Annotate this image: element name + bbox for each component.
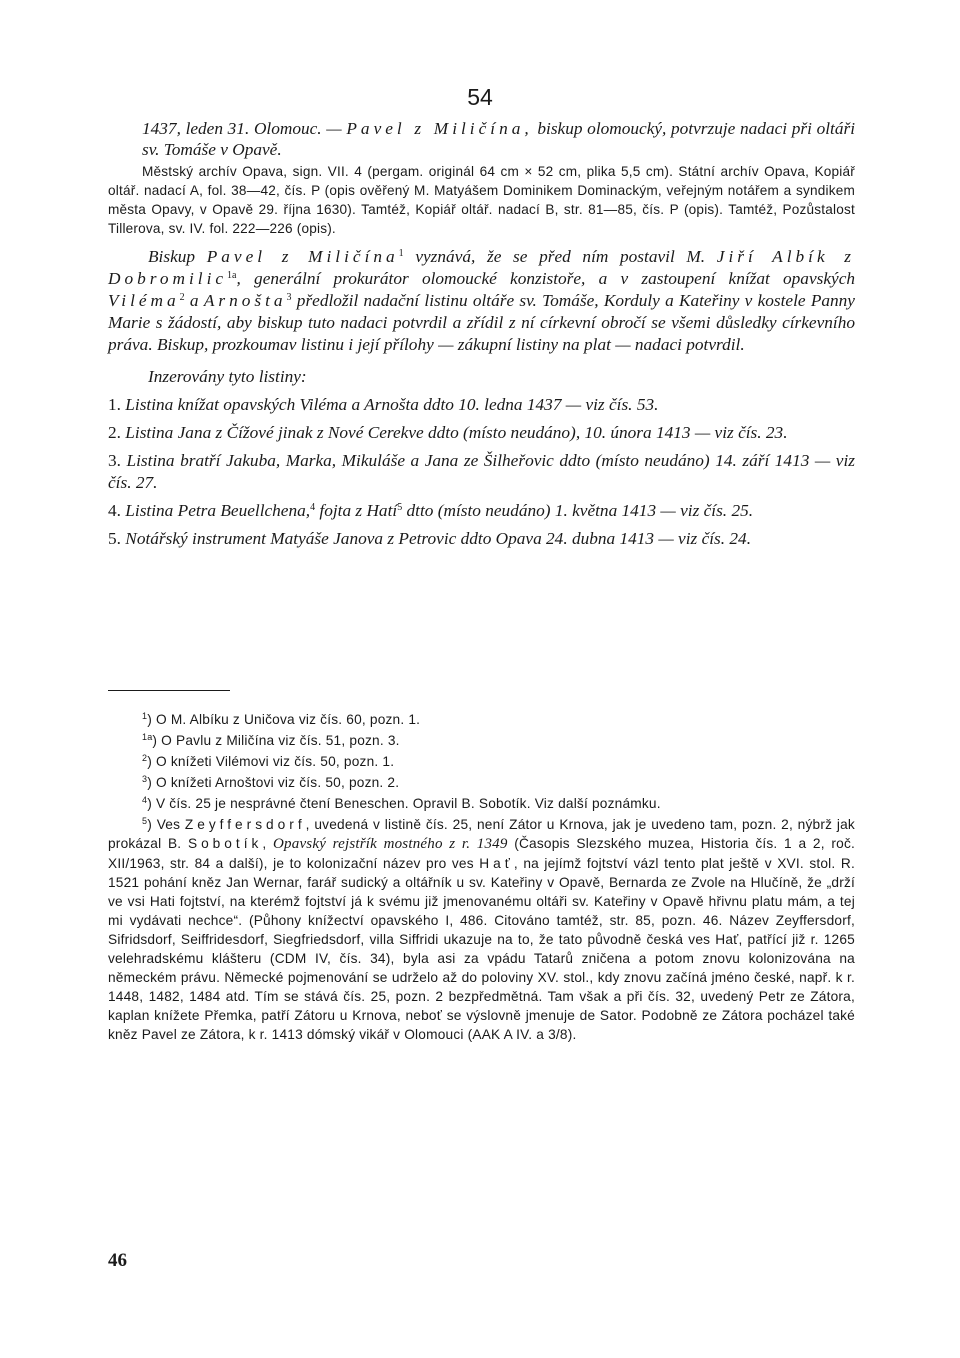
list-text: Listina Petra Beuellchena, xyxy=(125,501,311,520)
footnote-text: ) O knížeti Vilémovi viz čís. 50, pozn. 1. xyxy=(147,754,395,769)
list-item xyxy=(108,422,855,444)
footnote-text: ) O knížeti Arnoštovi viz čís. 50, pozn. 2. xyxy=(147,775,400,790)
footnote-spaced-name: Hať xyxy=(479,856,514,871)
footnote-text: ) O M. Albíku z Uničova viz čís. 60, pozn. 1. xyxy=(147,712,421,727)
summary-text: , generální prokurátor olomoucké konzistoře, a v zastoupení knížat opavských xyxy=(236,269,855,288)
footnote xyxy=(108,752,855,771)
footnote-5 xyxy=(108,815,855,1044)
document-list xyxy=(108,394,855,550)
list-text: Listina knížat opavských Viléma a Arnošta ddto 10. ledna 1437 — viz čís. 53. xyxy=(125,395,659,414)
footnote-spaced-name: Sobotík xyxy=(187,836,263,851)
footnote-mark: 4 xyxy=(142,795,148,805)
document-body xyxy=(108,118,855,556)
list-item xyxy=(108,394,855,416)
footnote xyxy=(108,710,855,729)
footnote xyxy=(108,773,855,792)
heading-name: Pavel z Miličína, xyxy=(346,119,533,138)
list-number: 5. xyxy=(108,529,121,548)
footnotes xyxy=(108,710,855,1044)
heading-rest: biskup olomoucký, potvrzuje nadaci při oltáři sv. Tomáše v Opavě. xyxy=(142,119,856,159)
summary-name-albik: Jiří Albík z Dobromilic xyxy=(108,247,856,288)
list-number: 4. xyxy=(108,501,121,520)
footnote-ref: 4 xyxy=(310,502,316,513)
footnote-text: ) Ves xyxy=(147,817,181,832)
summary-text: předložil nadační listinu oltáře sv. Tomáše, Korduly a Kateřiny v kostele Panny Marie s žádostí, aby biskup tuto nadaci potvrdil a zřídil z ní církevní obročí se všemi důsledky církevního práva. Biskup, prozkoumav listinu i její přílohy — zákupní listiny na plat — nadaci potvrdil. xyxy=(108,291,855,354)
regest-heading xyxy=(142,118,855,160)
footnote-title-italic: Opavský rejstřík mostného z r. 1349 xyxy=(273,836,508,852)
footnote xyxy=(108,794,855,813)
list-item xyxy=(108,500,855,522)
list-text: Listina Jana z Čížové jinak z Nové Cerekve ddto (místo neudáno), 10. února 1413 — viz čís. 23. xyxy=(125,423,788,442)
footnote-mark: 5 xyxy=(142,816,148,826)
folio-number: 46 xyxy=(108,1250,127,1271)
footnote-mark: 1a xyxy=(142,732,153,742)
summary-name-arnost: Arnošta xyxy=(203,291,287,310)
archive-note: Městský archív Opava, sign. VII. 4 (pergam. originál 64 cm × 52 cm, plika 5,5 cm). Státní archív Opava, Kopiář oltář. nadací A, fol. 38—42, čís. P (opis ověřený M. Matyášem Dominikem Dominackým, veřejným notářem a syndikem města Opavy, v Opavě 29. října 1630). Tamtéž, Kopiář oltář. nadací B, str. 81—85, čís. P (opis). Tamtéž, Pozůstalost Tillerova, sv. IV. fol. 222—226 (opis). xyxy=(108,164,855,236)
list-number: 2. xyxy=(108,423,121,442)
list-text: fojta z Hatí xyxy=(319,501,398,520)
footnote-mark: 2 xyxy=(142,753,148,763)
list-item xyxy=(108,450,855,494)
summary-text: a xyxy=(189,291,199,310)
footnote-ref: 3 xyxy=(286,292,292,303)
footnote-text: ) O Pavlu z Miličína viz čís. 51, pozn. 3. xyxy=(152,733,400,748)
list-text: dtto (místo neudáno) 1. května 1413 — viz čís. 25. xyxy=(406,501,754,520)
list-number: 3. xyxy=(108,451,121,470)
footnote-ref: 1 xyxy=(398,248,404,259)
summary-name-vilem: Viléma xyxy=(108,291,180,310)
list-text: Notářský instrument Matyáše Janova z Petrovic ddto Opava 24. dubna 1413 — viz čís. 24. xyxy=(125,529,752,548)
footnote-mark: 1 xyxy=(142,711,148,721)
footnote-divider xyxy=(108,690,230,691)
regest-summary xyxy=(108,246,855,356)
list-number: 1. xyxy=(108,395,121,414)
summary-text: Biskup xyxy=(148,247,196,266)
footnote-spaced-name: Zeyffersdorf xyxy=(184,817,306,832)
footnote xyxy=(108,731,855,750)
heading-date-place: 1437, leden 31. Olomouc. — xyxy=(142,119,342,138)
footnote-text: , uvedená v listině čís. 25, není Zátor u Krnova, jak je uvedeno tam, pozn. 2, nýbrž jak prokázal B. xyxy=(108,817,855,851)
footnote-ref: 1a xyxy=(227,270,237,281)
page-number: 54 xyxy=(467,84,493,110)
list-lead: Inzerovány tyto listiny: xyxy=(148,367,307,386)
summary-text: vyznává, že se před ním postavil M. xyxy=(415,247,706,266)
list-item xyxy=(108,528,855,550)
footnote-ref: 5 xyxy=(397,502,403,513)
list-text: Listina bratří Jakuba, Marka, Mikuláše a Jana ze Šilheřovic ddto (místo neudáno) 14. září 1413 — viz čís. 27. xyxy=(108,451,855,492)
summary-name-pavel: Pavel z Miličína xyxy=(206,247,399,266)
footnote-text: ) V čís. 25 je nesprávné čtení Beneschen. Opravil B. Sobotík. Viz další poznámku. xyxy=(147,796,661,811)
footnote-mark: 3 xyxy=(142,774,148,784)
footnote-text: , xyxy=(262,836,267,851)
footnote-ref: 2 xyxy=(179,292,185,303)
footnote-text: , na jejímž fojtství vázl tento plat ještě v XVI. stol. R. 1521 pohání kněz Jan Wernar, farář sudický a oltářník u sv. Kateřiny v Opavě, Bernarda ze Zvole na Hlučíně, že „drží ve vsi Hati fojtství, na kterémž fojtství já k svému již jmenovanému oltáři sv. Kateřiny v Opavě hřivnu platu mám, a tej mi vydávati nechce“. (Půhony knížectví opavského I, 486. Citováno tamtéž, str. 85, pozn. 46. Název Zeyffersdorf, Sifridsdorf, Seiffridesdorf, Siegfriedsdorf, villa Siffridi ukazuje na to, že tato původně česká ves Hať, patřící již r. 1265 velehradskému klášteru (CDM IV, čís. 34), byla asi za vpádu Tatarů zničena a potom znovu kolonizována na německém právu. Německé pojmenování se udrželo až do poloviny XV. stol., kdy znovu začíná jméno české, např. k r. 1448, 1482, 1484 atd. Tím se stává čís. 25, pozn. 2 bezpředmětná. Tam však a při čís. 32, uvedený Petr ze Zátora, kaplan knížete Přemka, patří Zátoru u Krnova, neboť se výslovně jmenuje de Sator. Podobně ze Zátora pocházel také kněz Pavel ze Zátora, k r. 1413 dómský vikář v Olomouci (AAK A IV. a 3/8). xyxy=(108,856,855,1042)
footnote-text: (Časopis Slezského muzea, Historia čís. 1 a 2, roč. XII/1963, str. 84 a další), je to kolonizační název pro ves xyxy=(108,836,855,871)
